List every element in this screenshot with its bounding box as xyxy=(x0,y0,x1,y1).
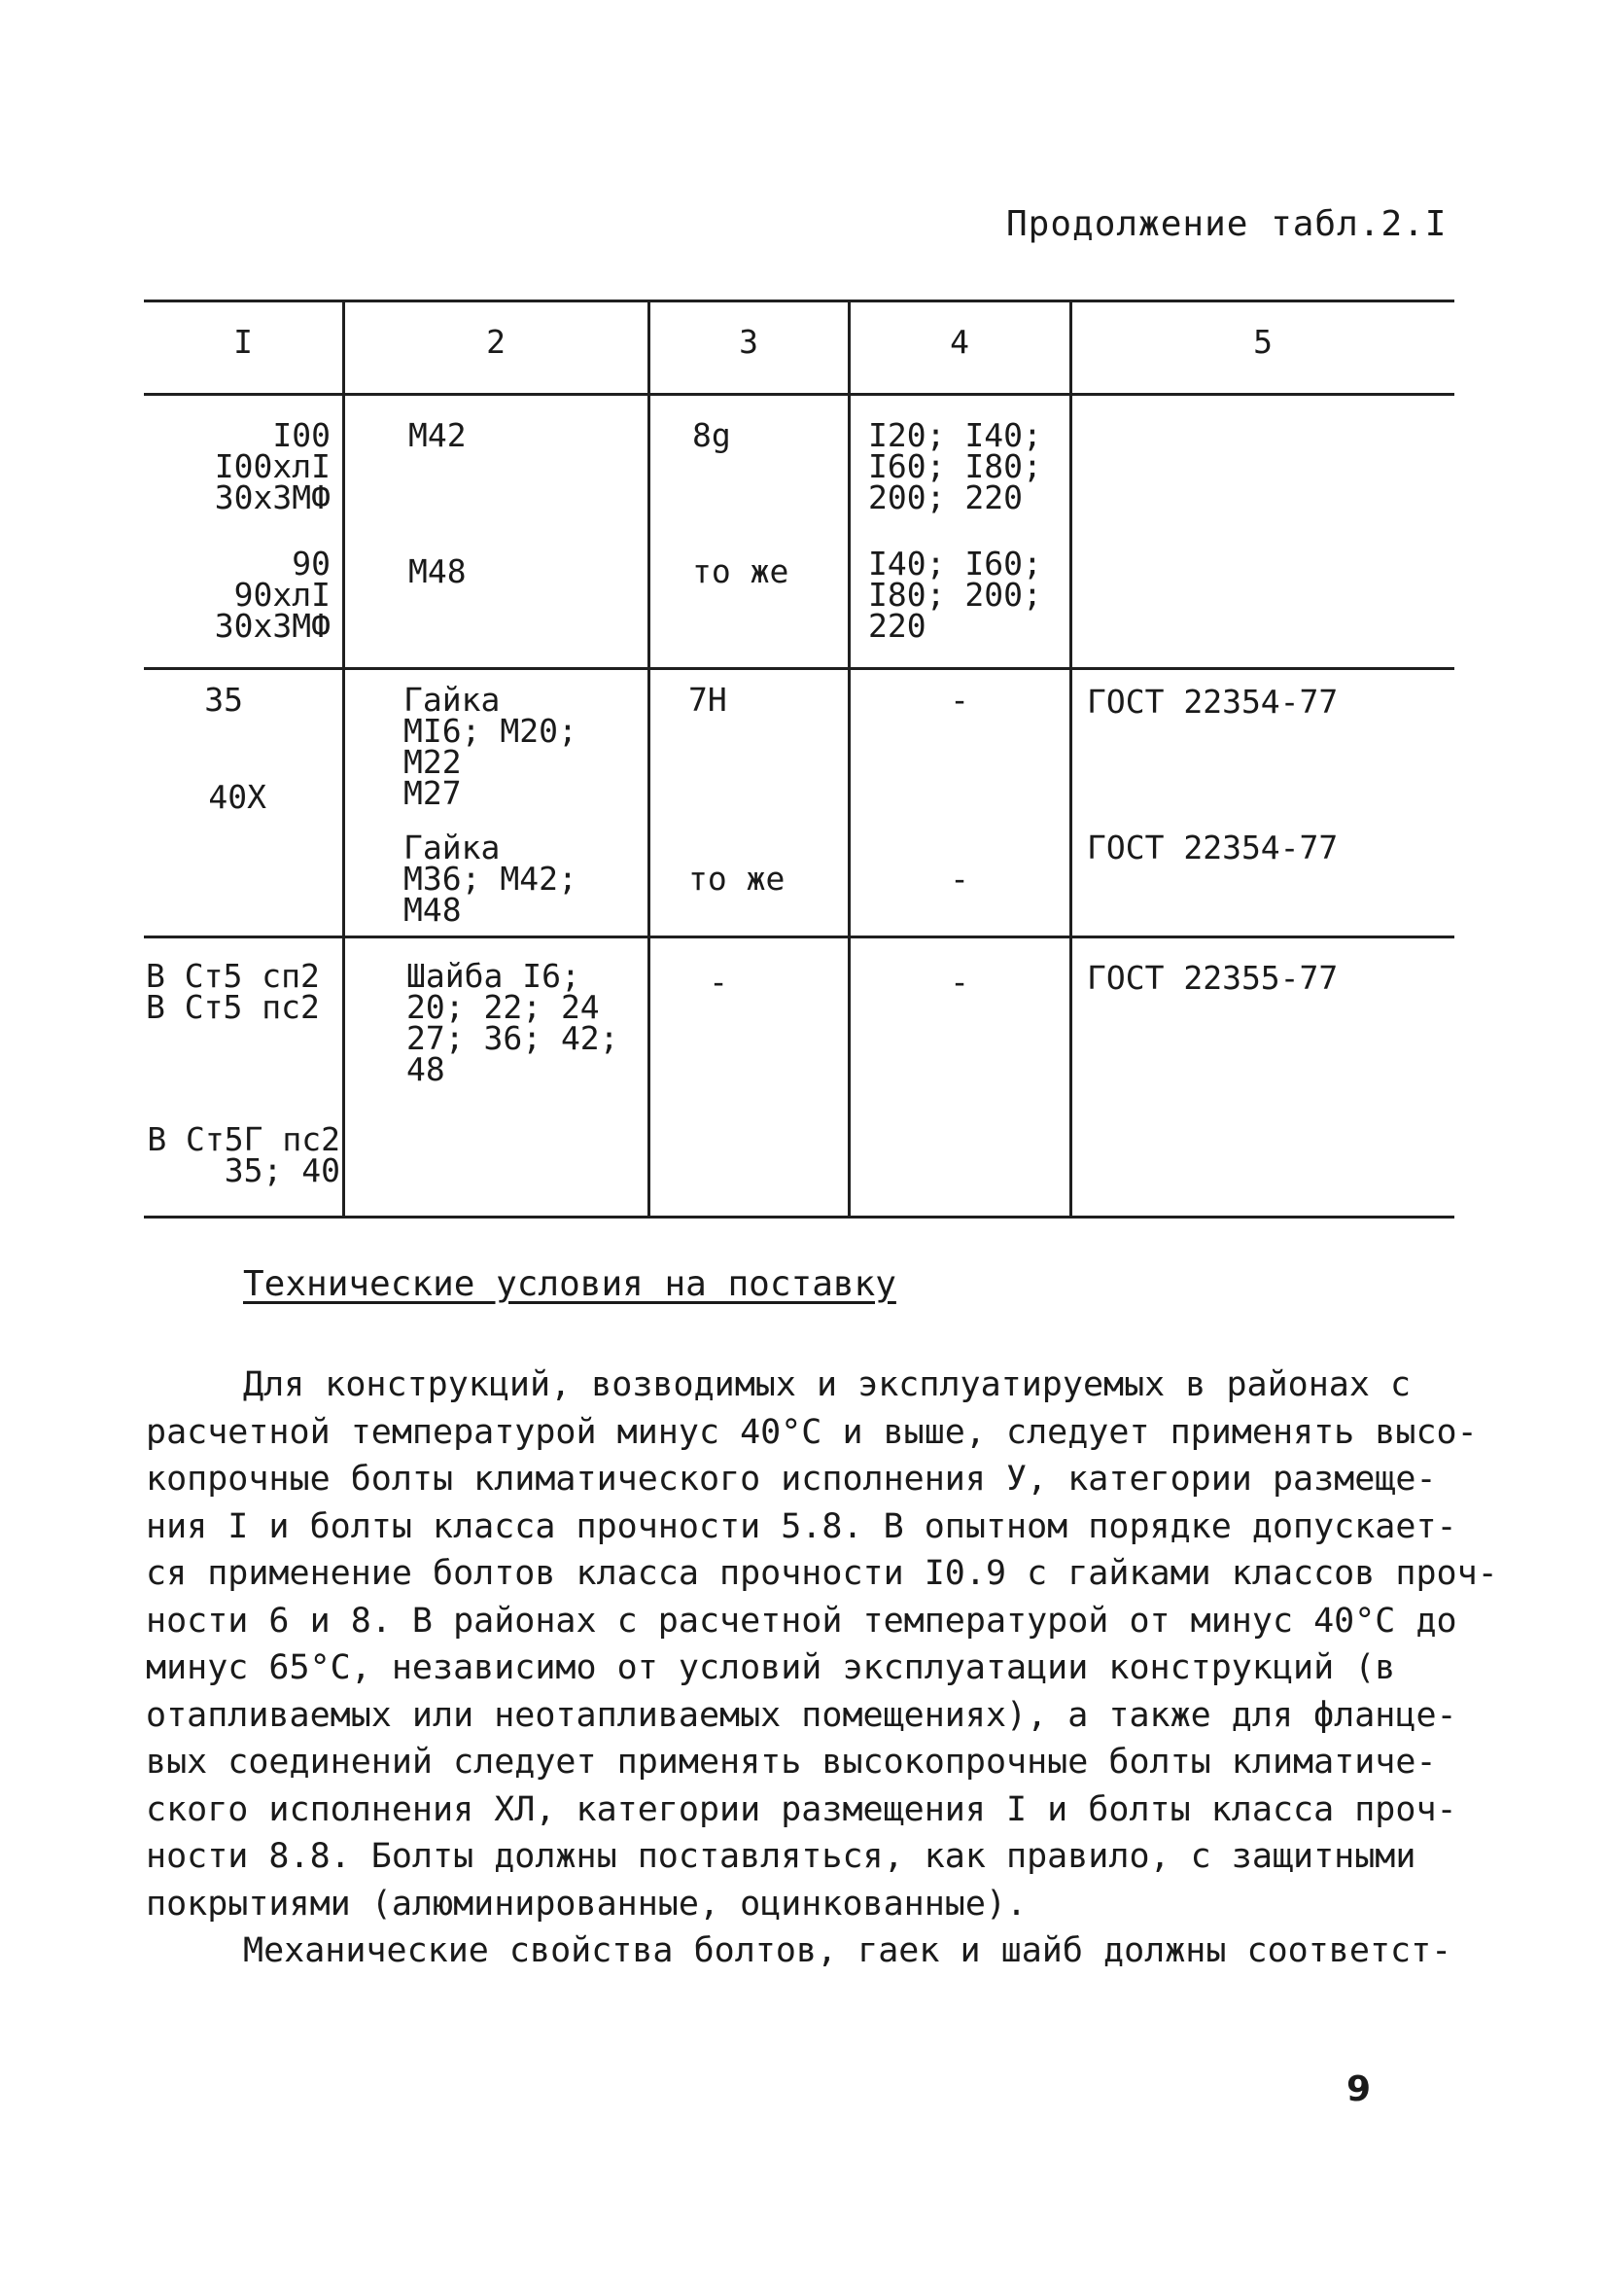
paragraph-line: минус 65°С, независимо от условий эксплуатации конструкций (в xyxy=(146,1648,1396,1687)
table-top-rule xyxy=(144,300,1454,302)
paragraph-line: покрытиями (алюминированные, оцинкованные). xyxy=(146,1884,1028,1924)
table-cell-size: Шайба I6; 20; 22; 24 27; 36; 42; 48 xyxy=(406,957,619,1088)
table-cell-tolerance: 7H xyxy=(688,681,727,719)
paragraph-line: вых соединений следует применять высокопрочные болты климатиче- xyxy=(146,1743,1437,1782)
paragraph-line: ности 8.8. Болты должны поставляться, как правило, с защитными xyxy=(146,1837,1416,1876)
section-heading: Технические условия на поставку xyxy=(243,1264,896,1304)
table-column-rule xyxy=(647,300,650,1218)
table-cell-lengths: I40; I60; I80; 200; 220 xyxy=(868,545,1042,645)
table-cell-grade: В Ст5Г пс2 35; 40 xyxy=(147,1120,340,1189)
table-column-rule xyxy=(1069,300,1072,1218)
table-row-rule xyxy=(144,936,1454,938)
table-column-rule xyxy=(342,300,345,1218)
table-cell-size: M42 xyxy=(408,416,467,454)
paragraph-line: ности 6 и 8. В районах с расчетной температурой от минус 40°С до xyxy=(146,1601,1457,1641)
table-cell-size: M48 xyxy=(408,552,467,590)
table-cell-lengths: - xyxy=(950,963,969,1001)
table-continuation-caption: Продолжение табл.2.I xyxy=(1006,204,1448,244)
paragraph-line: расчетной температурой минус 40°С и выше, следует применять высо- xyxy=(146,1412,1478,1452)
paragraph-line: ского исполнения ХЛ, категории размещения I и болты класса проч- xyxy=(146,1789,1457,1829)
table-row-rule xyxy=(144,667,1454,670)
table-cell-grade: 35 xyxy=(204,681,243,719)
table-header-cell: 3 xyxy=(739,323,758,361)
table-cell-grade: 90 90хлI 30х3МФ xyxy=(214,545,331,645)
table-header-cell: 5 xyxy=(1253,323,1273,361)
table-cell-standard: ГОСТ 22354-77 xyxy=(1087,683,1339,721)
table-header-cell: 2 xyxy=(486,323,506,361)
table-column-rule xyxy=(848,300,851,1218)
table-cell-size: Гайка M36; M42; M48 xyxy=(403,829,577,929)
paragraph-line: Для конструкций, возводимых и эксплуатируемых в районах с xyxy=(243,1365,1412,1404)
table-cell-tolerance: то же xyxy=(692,552,789,590)
paragraph-line: копрочные болты климатического исполнения У, категории размеще- xyxy=(146,1460,1437,1499)
paragraph-line: ния I и болты класса прочности 5.8. В опытном порядке допускает- xyxy=(146,1506,1457,1546)
paragraph-line: ся применение болтов класса прочности I0.9 с гайками классов проч- xyxy=(146,1554,1498,1593)
table-cell-tolerance: 8g xyxy=(692,416,731,454)
table-cell-lengths: I20; I40; I60; I80; 200; 220 xyxy=(868,416,1042,516)
table-bottom-rule xyxy=(144,1216,1454,1219)
table-cell-standard: ГОСТ 22354-77 xyxy=(1087,829,1339,866)
table-header-cell: 4 xyxy=(950,323,969,361)
table-cell-grade: В Ст5 сп2 В Ст5 пс2 xyxy=(146,957,320,1026)
paragraph-line: Механические свойства болтов, гаек и шайб должны соответст- xyxy=(243,1931,1452,1970)
table-header-rule xyxy=(144,393,1454,396)
table-header-cell: I xyxy=(233,323,253,361)
table-cell-lengths: - xyxy=(950,681,969,719)
body-paragraph xyxy=(146,1361,1498,1975)
table-cell-lengths: - xyxy=(950,860,969,898)
paragraph-line: отапливаемых или неотапливаемых помещениях), а также для фланце- xyxy=(146,1695,1457,1735)
table-cell-grade: 40Х xyxy=(208,778,266,816)
table-cell-standard: ГОСТ 22355-77 xyxy=(1087,959,1339,997)
page-number: 9 xyxy=(1346,2069,1372,2109)
table-cell-size: Гайка MI6; M20; M22 M27 xyxy=(403,681,577,812)
table-cell-tolerance: то же xyxy=(688,860,786,898)
table-cell-tolerance: - xyxy=(709,963,728,1001)
table-cell-grade: I00 I00хлI 30х3МФ xyxy=(214,416,331,516)
